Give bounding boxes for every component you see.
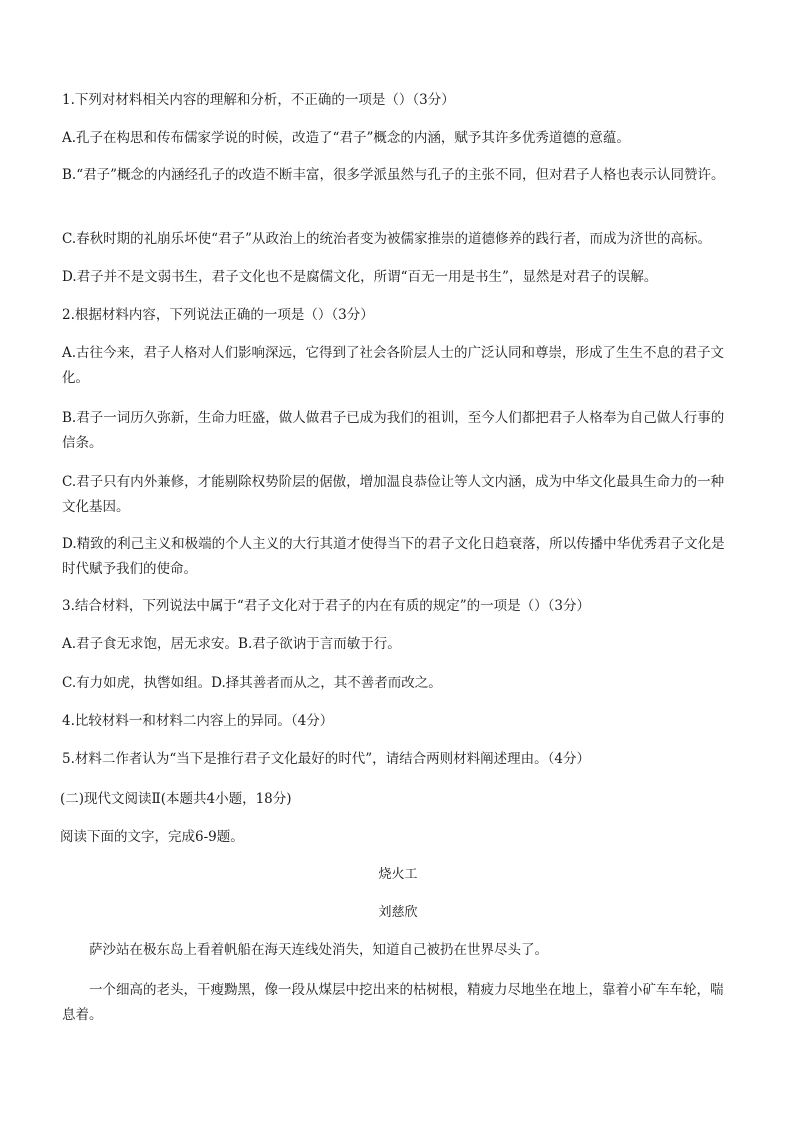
question-3-options-cd: C.有力如虎，执辔如组。D.择其善者而从之，其不善者而改之。 [62, 675, 442, 691]
story-title: 烧火工 [378, 867, 418, 882]
question-2-option-c: C.君子只有内外兼修，才能剔除权势阶层的倨傲，增加温良恭俭让等人文内涵，成为中华文化最具生命力的一种文化基因。 [62, 474, 725, 515]
document-page [62, 0, 742, 1123]
question-1-option-b: B.“君子”概念的内涵经孔子的改造不断丰富，很多学派虽然与孔子的主张不同，但对君子人格也表示认同赞许。 [62, 167, 725, 183]
question-5: 5.材料二作者认为“当下是推行君子文化最好的时代”，请结合两则材料阐述理由。（4分） [62, 751, 591, 767]
question-1-option-d: D.君子并不是文弱书生，君子文化也不是腐儒文化，所谓“百无一用是书生”，显然是对君子的误解。 [62, 269, 658, 285]
question-3-stem: 3.结合材料，下列说法中属于“君子文化对于君子的内在有质的规定”的一项是（）（3分） [62, 598, 591, 614]
question-2-option-d: D.精致的利己主义和极端的个人主义的大行其道才使得当下的君子文化日趋衰落，所以传播中华优秀君子文化是时代赋予我们的使命。 [62, 536, 725, 577]
story-author: 刘慈欣 [378, 905, 418, 920]
story-paragraph-2: 一个细高的老头，干瘦黝黑，像一段从煤层中挖出来的枯树根，精疲力尽地坐在地上，靠着小矿车车轮，喘息着。 [62, 982, 724, 1023]
question-2-stem: 2.根据材料内容，下列说法正确的一项是（）（3分） [62, 307, 374, 323]
question-4: 4.比较材料一和材料二内容上的异同。（4分） [62, 713, 334, 729]
question-1-option-a: A.孔子在构思和传布儒家学说的时候，改造了“君子”概念的内涵，赋予其许多优秀道德的意蕴。 [62, 130, 630, 146]
question-2-option-b: B.君子一词历久弥新，生命力旺盛，做人做君子已成为我们的祖训，至今人们都把君子人格奉为自己做人行事的信条。 [62, 410, 725, 451]
reading-instruction: 阅读下面的文字，完成6-9题。 [60, 829, 244, 845]
story-paragraph-1: 萨沙站在极东岛上看着帆船在海天连线处消失，知道自己被扔在世界尽头了。 [89, 942, 548, 958]
question-2-option-a: A.古往今来，君子人格对人们影响深远，它得到了社会各阶层人士的广泛认同和尊崇，形成了生生不息的君子文化。 [62, 345, 725, 386]
question-1-option-c: C.春秋时期的礼崩乐坏使“君子”从政治上的统治者变为被儒家推崇的道德修养的践行者，而成为济世的高标。 [62, 231, 711, 247]
question-3-options-ab: A.君子食无求饱，居无求安。B.君子欲讷于言而敏于行。 [62, 636, 401, 652]
section-heading: (二)现代文阅读Ⅱ(本题共4小题，18分) [60, 791, 292, 807]
question-1-stem: 1.下列对材料相关内容的理解和分析，不正确的一项是（）（3分） [62, 92, 455, 108]
